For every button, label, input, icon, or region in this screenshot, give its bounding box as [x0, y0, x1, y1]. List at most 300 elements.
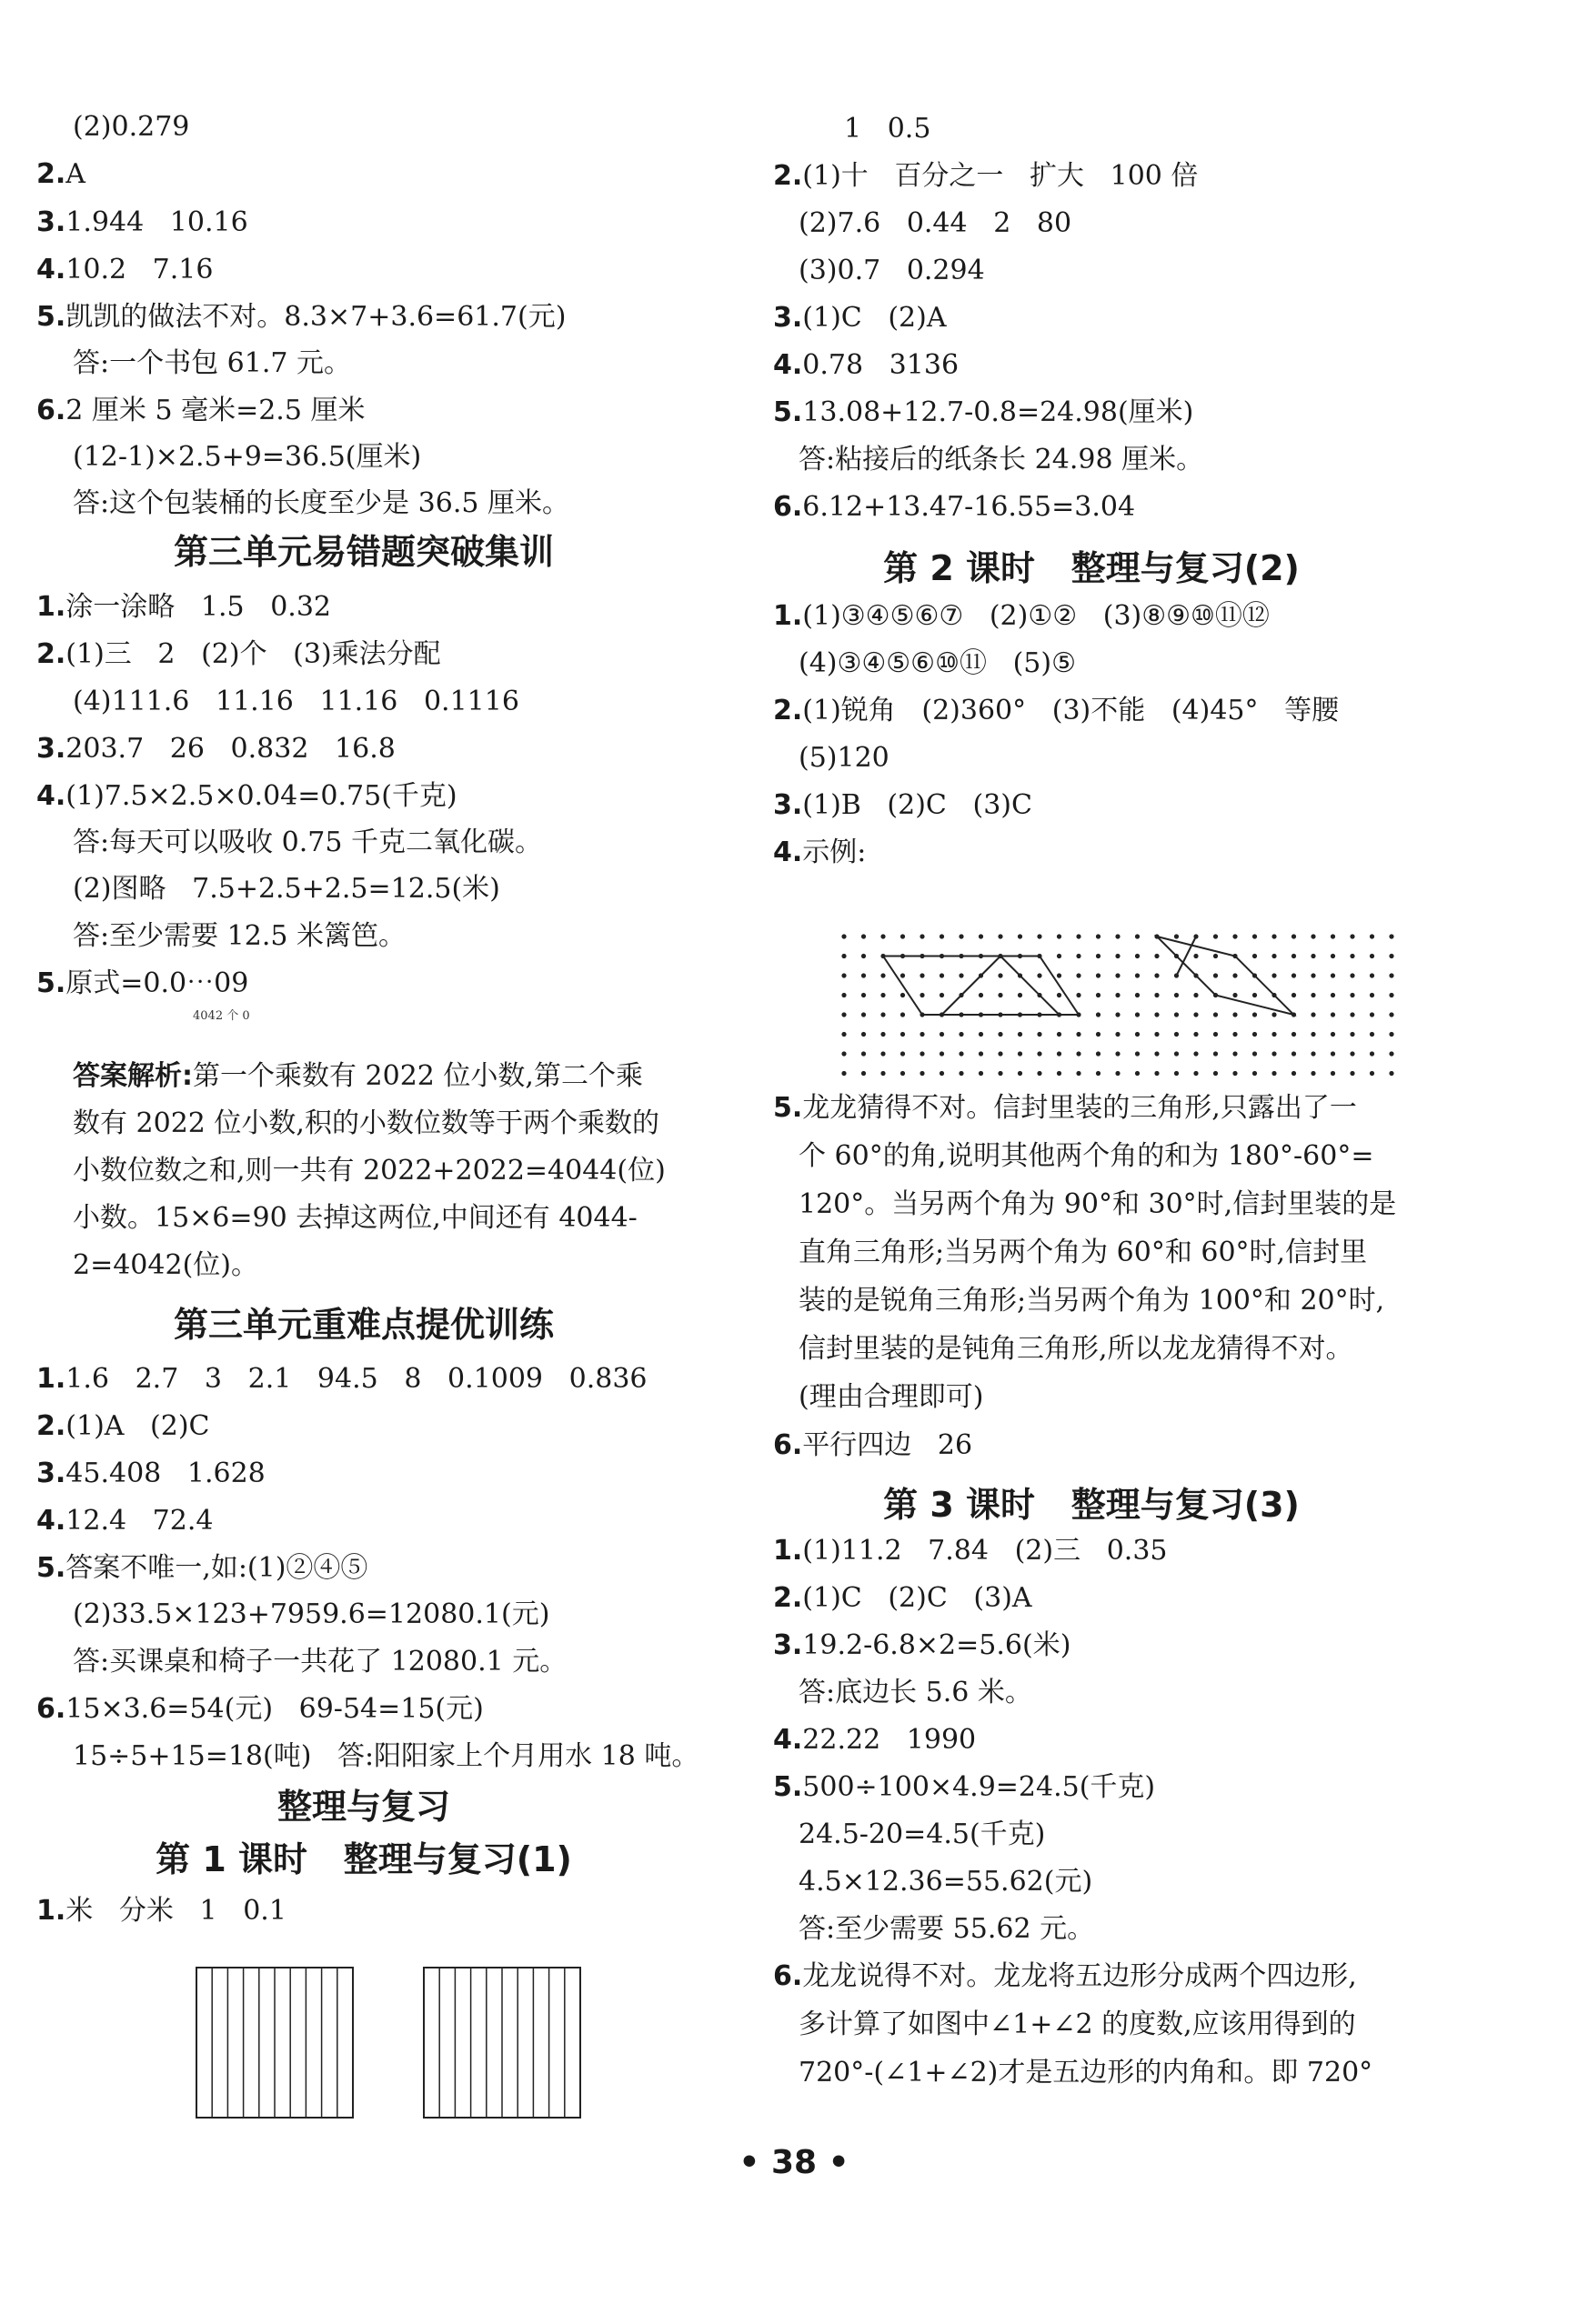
grid-dot [959, 1032, 963, 1037]
grid-dot [900, 993, 905, 997]
grid-dot [841, 954, 846, 958]
answer-text: 小数。15×6=90 去掉这两位,中间还有 4044- [73, 1202, 638, 1234]
grid-dot [979, 1032, 983, 1037]
answer-text: 4.5×12.36=55.62(元) [799, 1866, 1093, 1898]
grid-dot [1389, 1071, 1393, 1076]
grid-dot [1370, 1051, 1374, 1056]
grid-dot [1193, 1012, 1198, 1017]
answer-text: (4)③④⑤⑥⑩⑪ (5)⑤ [799, 647, 1076, 679]
answer-line [799, 2007, 1356, 2043]
answer-line [799, 2055, 1372, 2091]
answer-line [73, 109, 189, 145]
grid-dot [1018, 1032, 1022, 1037]
grid-dot [920, 1051, 924, 1056]
grid-dot [1154, 1071, 1159, 1076]
answer-line [773, 395, 1193, 431]
answer-line [773, 158, 1198, 195]
answer-line [799, 253, 985, 289]
grid-dot [1096, 934, 1101, 938]
grid-dot [861, 993, 866, 997]
analysis-text: 第一个乘数有 2022 位小数,第二个乘 [193, 1060, 643, 1092]
question-number: 6. [773, 1429, 803, 1461]
answer-line [799, 646, 1076, 682]
answer-text: 45.408 1.628 [65, 1458, 266, 1489]
answer-text: (2)图略 7.5+2.5+2.5=12.5(米) [73, 873, 500, 905]
grid-dot [880, 973, 885, 977]
question-number: 2. [773, 695, 803, 726]
answer-line [73, 825, 542, 861]
grid-dot [900, 1051, 905, 1056]
question-number: 4. [773, 349, 803, 381]
answer-text: 凯凯的做法不对。8.3×7+3.6=61.7(元) [65, 301, 567, 333]
answer-line [73, 439, 421, 476]
grid-dot [1252, 1032, 1257, 1037]
answer-text: 19.2-6.8×2=5.6(米) [802, 1629, 1071, 1661]
answer-text: 答:底边长 5.6 米。 [799, 1677, 1032, 1708]
answer-line [36, 966, 248, 1002]
answer-text: 直角三角形;当另两个角为 60°和 60°时,信封里 [799, 1237, 1368, 1268]
diagonal-1a [942, 957, 1001, 1016]
grid-dot [1232, 1012, 1237, 1017]
answer-line [799, 1864, 1092, 1900]
answer-line [773, 787, 1032, 824]
grid-dot [1350, 934, 1354, 938]
grid-dot [1389, 954, 1393, 958]
grid-dot [1370, 1032, 1374, 1037]
grid-dot [1389, 934, 1393, 938]
grid-dot [1311, 1051, 1315, 1056]
answer-text: 12.4 72.4 [65, 1505, 214, 1537]
grid-dot [1350, 1032, 1354, 1037]
grid-dot [1311, 954, 1315, 958]
grid-dot [900, 934, 905, 938]
answer-text: 答:一个书包 61.7 元。 [73, 347, 351, 379]
grid-dot [1076, 993, 1080, 997]
answer-text: 原式=0.0⋯09 [65, 967, 249, 999]
dot-grid-figure [837, 918, 1419, 1100]
grid-dot [959, 1051, 963, 1056]
answer-text: (1)锐角 (2)360° (3)不能 (4)45° 等腰 [802, 695, 1340, 726]
grid-dot [1076, 1071, 1080, 1076]
grid-dot [1057, 954, 1061, 958]
zero-count-note: 4042 个 0 [193, 1009, 250, 1023]
grid-dot [841, 1071, 846, 1076]
grid-dot [1389, 1032, 1393, 1037]
answer-line [799, 205, 1071, 242]
grid-dot [1292, 1051, 1296, 1056]
grid-dot [1096, 993, 1101, 997]
grid-dot [1232, 1032, 1237, 1037]
answer-line [36, 636, 441, 673]
grid-dot [861, 1032, 866, 1037]
answer-text: 涂一涂略 1.5 0.32 [65, 591, 332, 623]
grid-dot [1037, 973, 1041, 977]
grid-dot [1213, 954, 1218, 958]
question-number: 1. [36, 1363, 66, 1395]
grid-dot [1193, 1032, 1198, 1037]
grid-dot [1135, 1012, 1140, 1017]
answer-text: 22.22 1990 [802, 1724, 977, 1756]
question-number: 1. [773, 1535, 803, 1567]
grid-dot [940, 1051, 944, 1056]
grid-dot [1331, 973, 1335, 977]
grid-dot [1331, 1051, 1335, 1056]
grid-dot [1115, 1071, 1120, 1076]
grid-dot [959, 934, 963, 938]
grid-dot [998, 973, 1002, 977]
answer-line [773, 1722, 976, 1758]
grid-dot [1037, 1032, 1041, 1037]
grid-dot [861, 973, 866, 977]
grid-dot [1213, 1051, 1218, 1056]
grid-dot [1193, 1051, 1198, 1056]
grid-dot [1271, 1012, 1276, 1017]
answer-line [36, 778, 457, 815]
section-heading: 第 3 课时 整理与复习(3) [883, 1485, 1300, 1525]
grid-dot [1037, 1051, 1041, 1056]
answer-line [36, 1456, 266, 1492]
answer-text: (2)0.279 [73, 111, 190, 143]
answer-text: 小数位数之和,则一共有 2022+2022=4044(位) [73, 1155, 666, 1187]
grid-dot [841, 993, 846, 997]
answer-text: (2)7.6 0.44 2 80 [799, 207, 1072, 239]
answer-line [799, 1911, 1094, 1948]
question-number: 2. [36, 638, 66, 670]
answer-text: 米 分米 1 0.1 [65, 1895, 286, 1927]
answer-line [36, 1408, 210, 1445]
grid-dot [1018, 1051, 1022, 1056]
answer-text: 信封里装的是钝角三角形,所以龙龙猜得不对。 [799, 1333, 1353, 1365]
grid-dot [959, 1071, 963, 1076]
grid-dot [998, 1032, 1002, 1037]
answer-line [799, 1138, 1374, 1175]
question-number: 6. [773, 1960, 803, 1992]
answer-text: 答:这个包装桶的长度至少是 36.5 厘米。 [73, 487, 569, 519]
analysis-label: 答案解析: [73, 1060, 193, 1092]
grid-dot [1232, 973, 1237, 977]
grid-dot [1115, 973, 1120, 977]
question-number: 1. [773, 600, 803, 632]
section-heading: 整理与复习 [276, 1787, 450, 1827]
grid-dot [1252, 954, 1257, 958]
grid-dot [1252, 1012, 1257, 1017]
answer-line [73, 684, 519, 720]
answer-line [773, 1427, 972, 1464]
answer-text: 15×3.6=54(元) 69-54=15(元) [65, 1693, 484, 1725]
grid-dot [1154, 973, 1159, 977]
answer-text: 数有 2022 位小数,积的小数位数等于两个乘数的 [73, 1107, 659, 1139]
grid-dot [979, 993, 983, 997]
answer-text: 龙龙猜得不对。信封里装的三角形,只露出了一 [802, 1092, 1357, 1124]
question-number: 1. [36, 1895, 66, 1927]
grid-dot [998, 1051, 1002, 1056]
answer-line [73, 1200, 638, 1237]
grid-dot [940, 1032, 944, 1037]
grid-dot [1115, 954, 1120, 958]
grid-dot [1174, 993, 1179, 997]
answer-text: 2=4042(位)。 [73, 1249, 258, 1281]
grid-dot [1154, 1051, 1159, 1056]
grid-dot [880, 1032, 885, 1037]
grid-dot [1135, 993, 1140, 997]
answer-text: 500÷100×4.9=24.5(千克) [802, 1771, 1156, 1803]
answer-line [799, 1283, 1384, 1319]
answer-text: 1 0.5 [844, 113, 931, 145]
grid-dot [940, 973, 944, 977]
grid-dot [841, 1012, 846, 1017]
answer-line [799, 1187, 1396, 1223]
grid-dot [1096, 1071, 1101, 1076]
grid-dot [1292, 993, 1296, 997]
question-number: 5. [36, 1552, 66, 1584]
grid-dot [998, 934, 1002, 938]
grid-dot [900, 1012, 905, 1017]
question-number: 4. [773, 1724, 803, 1756]
grid-dot [1057, 1071, 1061, 1076]
grid-dot [1096, 1032, 1101, 1037]
grid-dot [1271, 1071, 1276, 1076]
answer-text: (1)C (2)A [802, 302, 947, 334]
grid-dot [1370, 1012, 1374, 1017]
answer-text: A [65, 158, 85, 190]
grid-dot [940, 993, 944, 997]
answer-text: (1)十 百分之一 扩大 100 倍 [802, 160, 1199, 192]
grid-dot [1115, 1051, 1120, 1056]
grid-dot [1057, 1051, 1061, 1056]
grid-dot [1350, 1051, 1354, 1056]
answer-text: (3)0.7 0.294 [799, 255, 985, 286]
answer-text: 0.78 3136 [802, 349, 960, 381]
grid-dot [1350, 973, 1354, 977]
grid-dot [1174, 1071, 1179, 1076]
grid-dot [1213, 934, 1218, 938]
grid-dot [1135, 954, 1140, 958]
grid-dot [1193, 1071, 1198, 1076]
answer-text: (理由合理即可) [799, 1381, 984, 1413]
answer-line [36, 1550, 367, 1587]
answer-line [773, 1628, 1070, 1664]
answer-text: (1)11.2 7.84 (2)三 0.35 [802, 1535, 1168, 1567]
answer-line [799, 1379, 983, 1416]
grid-dot [1057, 993, 1061, 997]
grid-dot [1389, 993, 1393, 997]
answer-text: 1.6 2.7 3 2.1 94.5 8 0.1009 0.836 [65, 1363, 648, 1395]
grid-dot [1350, 954, 1354, 958]
answer-line [773, 347, 959, 384]
question-number: 6. [36, 395, 66, 426]
grid-dot [1174, 1012, 1179, 1017]
answer-line [773, 1958, 1357, 1995]
grid-dot [1232, 934, 1237, 938]
answer-line [799, 740, 889, 776]
grid-dot [1213, 1012, 1218, 1017]
question-number: 5. [773, 396, 803, 428]
answer-text: 多计算了如图中∠1+∠2 的度数,应该用得到的 [799, 2008, 1356, 2040]
grid-dot [1311, 1012, 1315, 1017]
grid-dot [959, 973, 963, 977]
answer-line [73, 1153, 666, 1189]
answer-line [36, 731, 396, 767]
answer-line [36, 393, 365, 429]
answer-text: 15÷5+15=18(吨) 答:阳阳家上个月用水 18 吨。 [73, 1740, 699, 1772]
grid-dot [1213, 973, 1218, 977]
grid-dot [1292, 1071, 1296, 1076]
grid-dot [1292, 973, 1296, 977]
answer-text: (1)C (2)C (3)A [802, 1582, 1032, 1614]
answer-line [773, 1580, 1032, 1617]
grid-dot [1370, 973, 1374, 977]
grid-dot [1350, 1071, 1354, 1076]
grid-dot [1135, 973, 1140, 977]
question-number: 3. [36, 733, 66, 765]
answer-text: 示例: [802, 836, 867, 868]
answer-text: 120°。当另两个角为 90°和 30°时,信封里装的是 [799, 1188, 1397, 1220]
answer-text: 2 厘米 5 毫米=2.5 厘米 [65, 395, 366, 426]
grid-dot [1271, 954, 1276, 958]
grid-dot [841, 934, 846, 938]
grid-dot [1213, 1071, 1218, 1076]
grid-dot [920, 973, 924, 977]
grid-dot [1096, 1012, 1101, 1017]
grid-dot [1154, 954, 1159, 958]
grid-dot [1292, 954, 1296, 958]
answer-text: (1)③④⑤⑥⑦ (2)①② (3)⑧⑨⑩⑪⑫ [802, 600, 1270, 632]
answer-line [73, 871, 500, 907]
grid-dot [1331, 1071, 1335, 1076]
grid-dot [1115, 934, 1120, 938]
grid-dot [1370, 954, 1374, 958]
answer-text: 24.5-20=4.5(千克) [799, 1818, 1046, 1850]
answer-analysis-line [73, 1058, 643, 1095]
answer-text: 1.944 10.16 [65, 206, 248, 238]
answer-line [36, 252, 213, 288]
answer-line [73, 1738, 699, 1775]
answer-line [773, 1533, 1168, 1569]
grid-dot [1271, 973, 1276, 977]
grid-dot [1311, 993, 1315, 997]
answer-line [773, 835, 866, 871]
grid-dot [1096, 1051, 1101, 1056]
grid-dot [1311, 1032, 1315, 1037]
answer-text: (4)111.6 11.16 11.16 0.1116 [73, 686, 519, 717]
question-number: 5. [36, 967, 66, 999]
grid-dot [1154, 993, 1159, 997]
grid-dot [861, 1012, 866, 1017]
answer-line [36, 299, 566, 336]
grid-dot [1311, 973, 1315, 977]
grid-dot [940, 934, 944, 938]
grid-dot [979, 1071, 983, 1076]
grid-dot [1076, 934, 1080, 938]
answer-line [36, 1691, 484, 1728]
grid-dot [861, 1051, 866, 1056]
grid-dot [1311, 1071, 1315, 1076]
answer-text: (2)33.5×123+7959.6=12080.1(元) [73, 1598, 550, 1630]
answer-text: (5)120 [799, 742, 889, 774]
answer-text: 装的是锐角三角形;当另两个角为 100°和 20°时, [799, 1285, 1385, 1317]
grid-dot [1057, 1032, 1061, 1037]
grid-dot [1057, 973, 1061, 977]
grid-dot [880, 1012, 885, 1017]
answer-line [73, 486, 569, 522]
answer-line [36, 205, 248, 241]
grid-dot [1389, 973, 1393, 977]
grid-dot [1252, 993, 1257, 997]
grid-dot [1115, 993, 1120, 997]
answer-line [799, 1331, 1353, 1367]
grid-dot [861, 1071, 866, 1076]
grid-dot [1193, 993, 1198, 997]
grid-dot [1115, 1032, 1120, 1037]
grid-dot [880, 1051, 885, 1056]
question-number: 4. [36, 254, 66, 285]
grid-dot [1057, 934, 1061, 938]
grid-dot [1311, 934, 1315, 938]
answer-text: 答案不唯一,如:(1)②④⑤ [65, 1552, 368, 1584]
grid-dot [1370, 934, 1374, 938]
grid-dot [841, 1051, 846, 1056]
answer-line [773, 598, 1270, 635]
grid-dot [880, 993, 885, 997]
grid-dot [1389, 1051, 1393, 1056]
grid-dot [1037, 934, 1041, 938]
grid-dot [1252, 1071, 1257, 1076]
answer-line [73, 346, 351, 382]
answer-line [73, 1247, 258, 1284]
question-number: 5. [773, 1092, 803, 1124]
grid-dot [1331, 993, 1335, 997]
grid-dot [900, 973, 905, 977]
section-heading: 第三单元重难点提优训练 [173, 1305, 554, 1345]
question-number: 2. [36, 1410, 66, 1442]
grid-dot [1331, 1032, 1335, 1037]
grid-dot [1154, 1032, 1159, 1037]
question-number: 5. [773, 1771, 803, 1803]
grid-dot [1193, 954, 1198, 958]
grid-dot [998, 1071, 1002, 1076]
grid-dot [1018, 993, 1022, 997]
grid-dot [1076, 1051, 1080, 1056]
question-number: 4. [773, 836, 803, 868]
grid-dot [920, 1071, 924, 1076]
grid-dot [940, 1071, 944, 1076]
answer-text: 720°-(∠1+∠2)才是五边形的内角和。即 720° [799, 2057, 1373, 2089]
grid-dot [1018, 934, 1022, 938]
grid-dot [1037, 1071, 1041, 1076]
question-number: 2. [773, 160, 803, 192]
answer-line [36, 589, 331, 626]
grid-dot [1292, 1032, 1296, 1037]
answer-line [773, 693, 1339, 729]
grid-dot [1331, 934, 1335, 938]
diagonal-1b [1000, 957, 1060, 1016]
grid-dot [1271, 1032, 1276, 1037]
question-number: 4. [36, 1505, 66, 1537]
answer-text: 6.12+13.47-16.55=3.04 [802, 491, 1136, 523]
grid-dot [1135, 1032, 1140, 1037]
answer-line [36, 156, 85, 193]
grid-dot [1252, 934, 1257, 938]
section-heading: 第 1 课时 整理与复习(1) [156, 1839, 572, 1879]
grid-dot [998, 993, 1002, 997]
grid-dot [1331, 1012, 1335, 1017]
answer-text: 答:买课桌和椅子一共花了 12080.1 元。 [73, 1646, 568, 1678]
question-number: 3. [773, 789, 803, 821]
grid-dot [979, 934, 983, 938]
answer-line [36, 1893, 286, 1929]
grid-dot [1076, 973, 1080, 977]
grid-dot [920, 993, 924, 997]
